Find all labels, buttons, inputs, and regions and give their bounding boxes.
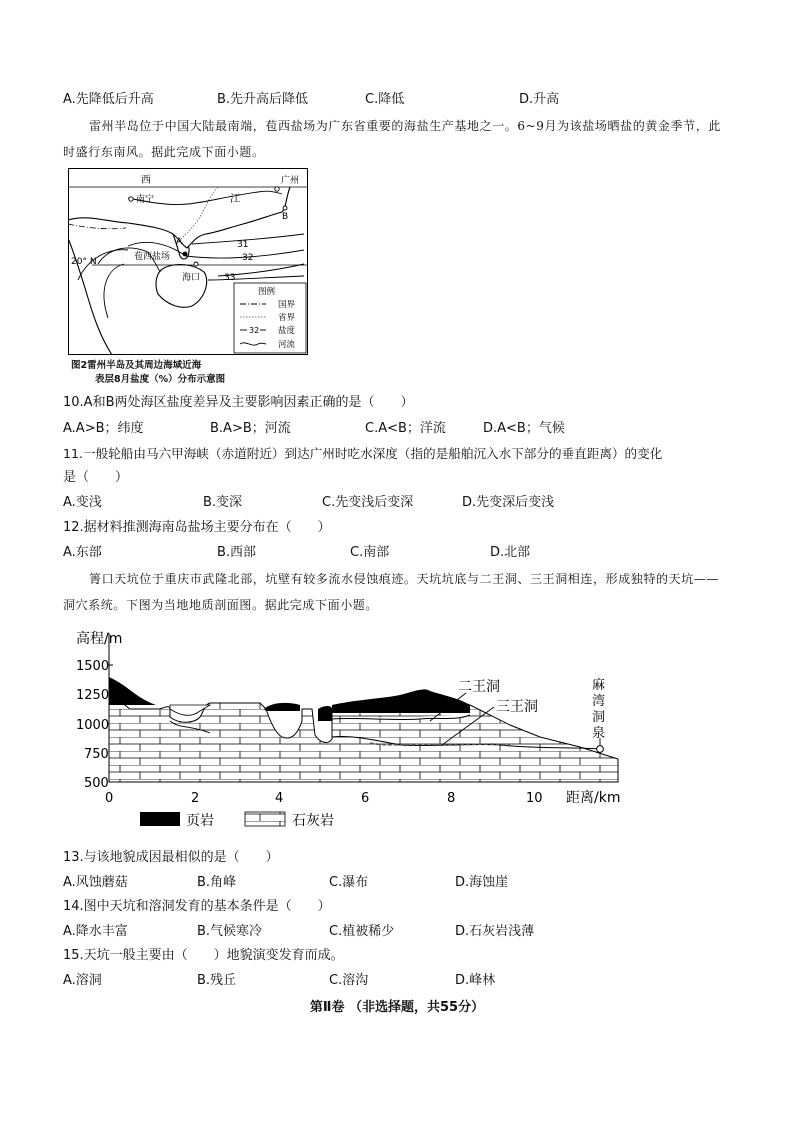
saltfield-dot <box>183 252 188 257</box>
spring-char-4: 泉 <box>592 726 606 741</box>
profile-xlabel: 距离/km <box>566 790 621 806</box>
q9-option-d: D.升高 <box>519 92 560 107</box>
legend-limestone-swatch <box>245 812 285 826</box>
q13-option-d: D.海蚀崖 <box>455 875 509 890</box>
passage-salt-field: 雷州半岛位于中国大陆最南端，苞西盐场为广东省重要的海盐生产基地之一。6~9月为该盐场晒盐的黄金季节，此时盛行东南风。据此完成下面小题。 <box>63 119 721 159</box>
label-xi: 西 <box>141 175 151 186</box>
q10-stem: 10.A和B两处海区盐度差异及主要影响因素正确的是（ ） <box>63 395 414 410</box>
q14-option-b: B.气候寒冷 <box>197 924 263 939</box>
xtick-6: 6 <box>361 791 370 806</box>
label-point-a: A <box>176 237 183 247</box>
q10-option-a: A.A>B；纬度 <box>63 421 144 436</box>
q15-stem: 15.天坑一般主要由（ ）地貌演变发育而成。 <box>63 948 344 963</box>
q14-stem: 14.图中天坑和溶洞发育的基本条件是（ ） <box>63 899 331 914</box>
q14-option-c: C.植被稀少 <box>329 924 395 939</box>
section-title: 第Ⅱ卷 （非选择题，共55分） <box>309 1000 485 1015</box>
label-saltfield: 苞西盐场 <box>134 252 171 262</box>
legend-title: 图例 <box>258 287 276 297</box>
ytick-1500: 1500 <box>76 659 110 674</box>
spring-char-1: 麻 <box>592 678 606 693</box>
q11-option-c: C.先变浅后变深 <box>322 495 414 510</box>
ytick-1250: 1250 <box>76 688 110 703</box>
q12-option-d: D.北部 <box>490 545 531 560</box>
xtick-4: 4 <box>275 791 284 806</box>
q15-option-c: C.溶沟 <box>329 973 369 988</box>
legend-shale: 页岩 <box>186 813 214 829</box>
q13-option-c: C.瀑布 <box>329 875 369 890</box>
legend-heliu: 河流 <box>278 340 296 350</box>
xtick-10: 10 <box>526 791 543 806</box>
point-b-dot <box>283 206 287 210</box>
q12-option-c: C.南部 <box>350 545 390 560</box>
spring-char-2: 湾 <box>592 694 606 709</box>
q13-option-a: A.风蚀蘑菇 <box>63 875 128 890</box>
q10-option-d: D.A<B；气候 <box>483 421 565 436</box>
label-nanning: 南宁 <box>136 195 155 205</box>
q13-option-b: B.角峰 <box>197 875 237 890</box>
q11-option-d: D.先变深后变浅 <box>462 495 555 510</box>
q11-stem-line1: 11.一般轮船由马六甲海峡（赤道附近）到达广州时吃水深度（指的是船舶沉入水下部分的垂直距离）的变化 <box>63 446 663 461</box>
label-point-b: B <box>282 212 289 222</box>
legend-yandu: 盐度 <box>278 326 296 336</box>
label-guangzhou: 广州 <box>281 176 300 186</box>
q14-option-d: D.石灰岩浅薄 <box>455 924 535 939</box>
q9-option-b: B.先升高后降低 <box>217 92 309 107</box>
ytick-1000: 1000 <box>76 718 110 733</box>
label-haikou: 海口 <box>182 273 201 283</box>
haikou-dot <box>194 262 198 266</box>
q13-stem: 13.与该地貌成因最相似的是（ ） <box>63 850 279 865</box>
label-iso33: 33 <box>224 273 236 283</box>
label-iso31: 31 <box>237 240 249 250</box>
label-iso32: 32 <box>242 253 254 263</box>
geology-profile <box>70 625 640 835</box>
spring-marker <box>597 746 604 753</box>
guangzhou-dot <box>275 187 279 191</box>
label-sanwang-cave: 三王洞 <box>496 699 538 715</box>
q14-option-a: A.降水丰富 <box>63 924 128 939</box>
q9-option-a: A.先降低后升高 <box>63 92 154 107</box>
q15-option-b: B.残丘 <box>197 973 237 988</box>
shale-patch-2 <box>264 703 300 711</box>
ytick-500: 500 <box>84 776 109 791</box>
legend-shengjie: 省界 <box>278 313 296 323</box>
q12-option-a: A.东部 <box>63 545 102 560</box>
label-erwang-cave: 二王洞 <box>458 679 500 695</box>
xtick-2: 2 <box>191 791 200 806</box>
legend-shale-swatch <box>140 812 180 826</box>
map-caption-line2: 表层8月盐度（%）分布示意图 <box>95 374 226 385</box>
q12-option-b: B.西部 <box>217 545 257 560</box>
passage-tiankeng: 箐口天坑位于重庆市武隆北部，坑壁有较多流水侵蚀痕迹。天坑坑底与二王洞、三王洞相连，形成独特的天坑——洞穴系统。下图为当地地质剖面图。据此完成下面小题。 <box>63 572 720 612</box>
q10-option-c: C.A<B；洋流 <box>365 421 446 436</box>
legend-guojie: 国界 <box>278 300 296 310</box>
label-jiang: 江 <box>230 194 240 205</box>
q11-option-b: B.变深 <box>203 495 243 510</box>
legend-sample-value: 32 <box>249 326 260 335</box>
map-figure <box>68 168 308 356</box>
xtick-0: 0 <box>105 791 114 806</box>
profile-ylabel: 高程/m <box>76 631 123 647</box>
map-caption-line1: 图2雷州半岛及其周边海域近海 <box>71 360 202 371</box>
q11-stem-line2: 是（ ） <box>63 470 129 485</box>
q9-option-c: C.降低 <box>365 92 405 107</box>
q11-option-a: A.变浅 <box>63 495 102 510</box>
q10-option-b: B.A>B；河流 <box>210 421 291 436</box>
q12-stem: 12.据材料推测海南岛盐场主要分布在（ ） <box>63 520 331 535</box>
xtick-8: 8 <box>447 791 456 806</box>
label-20n: 20° N <box>71 257 97 267</box>
q15-option-d: D.峰林 <box>455 973 496 988</box>
map-legend <box>234 283 306 353</box>
legend-limestone: 石灰岩 <box>292 813 334 829</box>
spring-char-3: 洞 <box>592 710 606 725</box>
nanning-dot <box>129 197 133 201</box>
q15-option-a: A.溶洞 <box>63 973 102 988</box>
ytick-750: 750 <box>84 747 109 762</box>
